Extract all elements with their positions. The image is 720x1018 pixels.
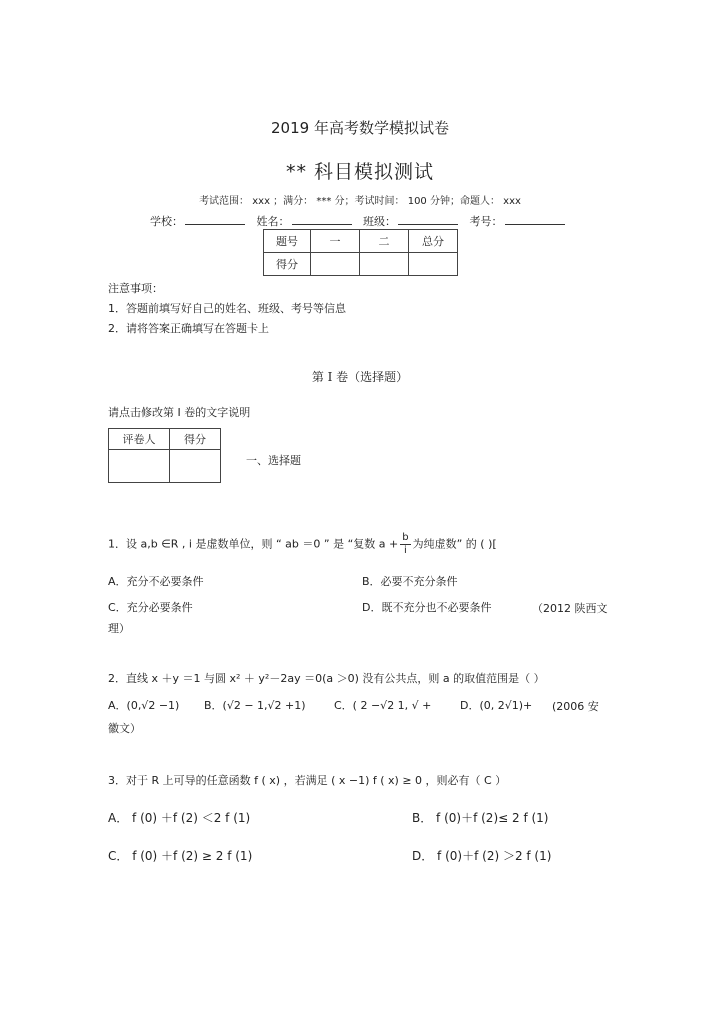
score-header-cell: 二 <box>360 230 409 253</box>
grader-cell[interactable] <box>170 450 221 483</box>
section-description[interactable]: 请点击修改第 I 卷的文字说明 <box>108 406 251 419</box>
q2-source: (2006 安 <box>552 700 599 713</box>
school-blank[interactable] <box>185 214 245 225</box>
score-cell[interactable] <box>409 253 458 276</box>
grader-table <box>108 428 221 483</box>
score-table <box>263 229 458 276</box>
q3-option-a[interactable]: A． f (0) ＋f (2) ＜2 f (1) <box>108 811 251 825</box>
section-title: 第 I 卷（选择题） <box>311 370 409 384</box>
q2-source-cont: 徽文） <box>108 722 141 735</box>
q3-option-b[interactable]: B． f (0)＋f (2)≤ 2 f (1) <box>412 811 549 825</box>
name-blank[interactable] <box>292 214 352 225</box>
q3-stem: 3．对于 R 上可导的任意函数 f ( x) ，若满足 ( x −1) f ( x) ≥ 0 ，则必有（ C ） <box>108 774 507 787</box>
q1-option-b[interactable]: B．必要不充分条件 <box>362 575 458 588</box>
score-header-cell: 题号 <box>264 230 311 253</box>
exam-info-line: 考试范围： xxx ；满分： *** 分；考试时间： 100 分钟；命题人： xxx <box>199 196 521 207</box>
q1-stem-text: 1．设 a,b ∈R , i 是虚数单位，则 “ ab ＝0 ” 是 “复数 a + <box>108 537 399 551</box>
score-cell[interactable] <box>311 253 360 276</box>
score-cell[interactable] <box>360 253 409 276</box>
q1-stem-text: 为纯虚数” 的 ( )[ <box>412 537 497 551</box>
score-table-header-row <box>264 230 458 253</box>
class-blank[interactable] <box>398 214 458 225</box>
q3-option-c[interactable]: C． f (0) ＋f (2) ≥ 2 f (1) <box>108 849 253 863</box>
q1-option-c[interactable]: C．充分必要条件 <box>108 601 193 614</box>
score-row-label: 得分 <box>264 253 311 276</box>
grader-header-cell: 得分 <box>170 429 221 450</box>
q2-stem: 2．直线 x ＋y ＝1 与圆 x² ＋ y²－2ay ＝0(a ＞0) 没有公共点，则 a 的取值范围是（ ） <box>108 672 545 685</box>
score-header-cell: 一 <box>311 230 360 253</box>
notes-block <box>108 279 346 339</box>
student-info-line <box>150 213 573 229</box>
notes-item: 1．答题前填写好自己的姓名、班级、考号等信息 <box>108 302 346 315</box>
q1-option-a[interactable]: A．充分不必要条件 <box>108 575 204 588</box>
exam-title: 2019 年高考数学模拟试卷 <box>271 119 449 137</box>
exam-subtitle: ** 科目模拟测试 <box>285 161 435 183</box>
grader-header-row <box>109 429 221 450</box>
q1-option-d[interactable]: D．既不充分也不必要条件 <box>362 601 492 614</box>
notes-heading: 注意事项： <box>108 282 163 295</box>
exam-no-blank[interactable] <box>505 214 565 225</box>
q1-fraction-denominator: i <box>404 545 407 556</box>
q2-option-b[interactable]: B．(√2 − 1,√2 +1) <box>204 699 306 712</box>
notes-item: 2．请将答案正确填写在答题卡上 <box>108 322 269 335</box>
q1-fraction <box>400 532 410 557</box>
q3-option-d[interactable]: D． f (0)＋f (2) ＞2 f (1) <box>412 849 552 863</box>
q2-option-d[interactable]: D．(0, 2√1)+ <box>460 699 533 712</box>
q1-fraction-numerator: b <box>402 532 409 543</box>
score-table-row <box>264 253 458 276</box>
q1-source-cont: 理） <box>108 622 130 635</box>
name-label: 姓名： <box>256 215 290 228</box>
q2-option-a[interactable]: A．(0,√2 −1) <box>108 699 180 712</box>
part-title: 一、选择题 <box>246 454 301 467</box>
score-header-cell: 总分 <box>409 230 458 253</box>
grader-row <box>109 450 221 483</box>
q1-source: （2012 陕西文 <box>532 602 608 615</box>
q2-option-c[interactable]: C．( 2 −√2 1, √ + <box>334 699 432 712</box>
school-label: 学校： <box>150 215 183 228</box>
q1-stem <box>108 532 497 557</box>
class-label: 班级： <box>363 215 396 228</box>
grader-header-cell: 评卷人 <box>109 429 170 450</box>
exam-no-label: 考号： <box>469 215 503 228</box>
grader-cell[interactable] <box>109 450 170 483</box>
